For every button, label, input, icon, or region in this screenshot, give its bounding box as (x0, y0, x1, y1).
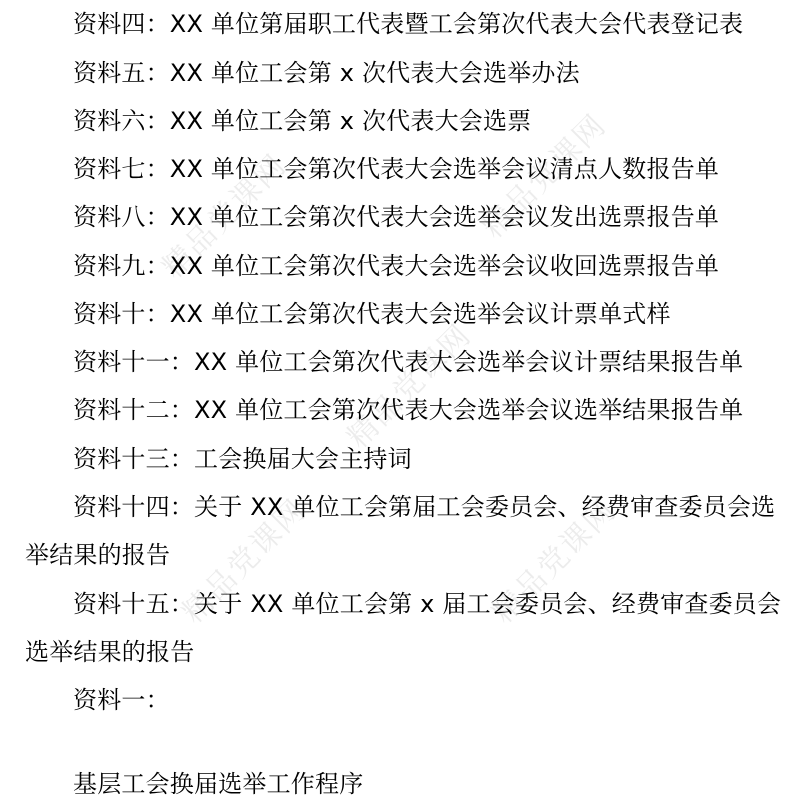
text-line: 资料五：XX 单位工会第 x 次代表大会选举办法 (73, 59, 580, 87)
text-line: 资料十：XX 单位工会第次代表大会选举会议计票单式样 (73, 300, 671, 328)
text-line: 资料四：XX 单位第届职工代表暨工会第次代表大会代表登记表 (73, 10, 744, 38)
text-line: 资料八：XX 单位工会第次代表大会选举会议发出选票报告单 (73, 203, 720, 231)
text-line: 资料十三：工会换届大会主持词 (73, 445, 412, 473)
text-line: 资料十四：关于 XX 单位工会第届工会委员会、经费审查委员会选 (73, 493, 776, 521)
text-line: 资料十二：XX 单位工会第次代表大会选举会议选举结果报告单 (73, 396, 744, 424)
watermark: 精品党课网 (485, 492, 624, 631)
watermark: 精品党课网 (155, 147, 294, 286)
watermark: 精品党课网 (475, 107, 614, 246)
text-line: 资料七：XX 单位工会第次代表大会选举会议清点人数报告单 (73, 155, 720, 183)
text-line: 举结果的报告 (25, 541, 171, 569)
section-heading: 基层工会换届选举工作程序 (73, 770, 364, 798)
text-line: 资料十一：XX 单位工会第次代表大会选举会议计票结果报告单 (73, 348, 744, 376)
text-line: 资料一： (73, 686, 170, 714)
text-line: 选举结果的报告 (25, 638, 195, 666)
text-line: 资料十五：关于 XX 单位工会第 x 届工会委员会、经费审查委员会 (73, 590, 782, 618)
watermark: 精品党课网 (175, 492, 314, 631)
text-line: 资料九：XX 单位工会第次代表大会选举会议收回选票报告单 (73, 252, 720, 280)
watermark: 精品党课网 (340, 317, 479, 456)
text-line: 资料六：XX 单位工会第 x 次代表大会选票 (73, 107, 532, 135)
